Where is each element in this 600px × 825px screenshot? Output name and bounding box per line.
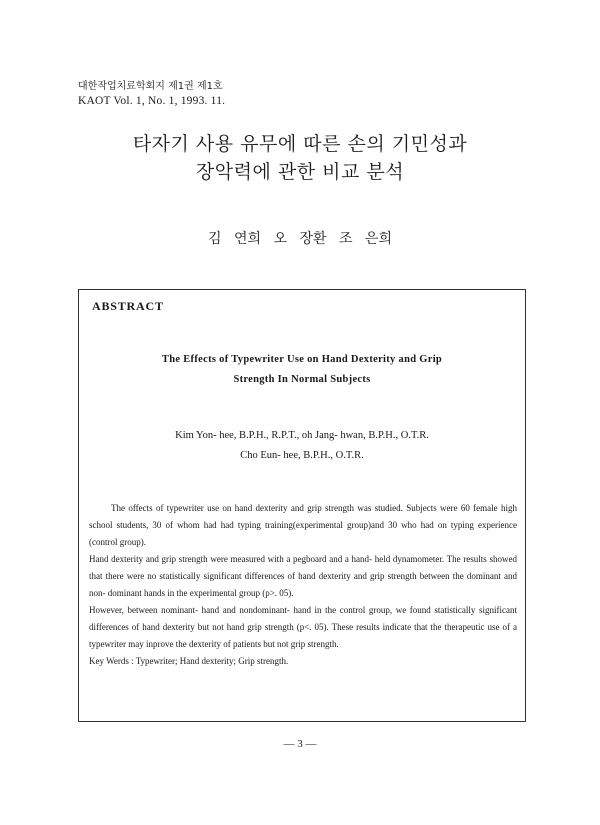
page-number: — 3 — <box>283 738 317 750</box>
journal-name-korean: 대한작업치료학회지 제1권 제1호 <box>78 81 223 92</box>
abstract-paragraph: However, between nominant- hand and nondominant- hand in the control group, we found statistically significant differences of hand dexterity but not hand grip strength (p<. 05). These results indicate that the therapeutic use of a typewriter may inprove the dexterity of patients but not grip strength. <box>89 605 517 649</box>
english-authors <box>79 426 525 466</box>
journal-header <box>78 80 225 108</box>
journal-citation: KAOT Vol. 1, No. 1, 1993. 11. <box>78 95 226 107</box>
abstract-body <box>89 500 517 670</box>
authors-korean: 김 연희 오 장환 조 은희 <box>208 231 392 247</box>
english-title-line-1: The Effects of Typewriter Use on Hand Dexterity and Grip <box>161 354 443 365</box>
english-title-line-2: Strength In Normal Subjects <box>233 374 371 385</box>
keywords: Key Werds : Typewriter; Hand dexterity; Grip strength. <box>89 656 289 666</box>
abstract-paragraph: Hand dexterity and grip strength were measured with a pegboard and a hand- held dynamometer. The results showed that there were no statistically significant differences of hand dexterity and grip strength between the dominant and non- dominant hands in the experimental group (p>. 05). <box>89 554 517 598</box>
paper-title-line-1: 타자기 사용 유무에 따른 손의 기민성과 <box>132 133 468 155</box>
english-authors-line-1: Kim Yon- hee, B.P.H., R.P.T., oh Jang- hwan, B.P.H., O.T.R. <box>175 430 429 441</box>
abstract-heading: ABSTRACT <box>92 299 164 313</box>
abstract-paragraph: The offects of typewriter use on hand dexterity and grip strength was studied. Subjects were 60 female high school students, 30 of whom had had typing training(experimental group)and 30 who had on typing experience (control group). <box>89 503 517 547</box>
paper-title-line-2: 장악력에 관한 비교 분석 <box>195 161 405 183</box>
abstract-box <box>78 289 526 722</box>
english-authors-line-2: Cho Eun- hee, B.P.H., O.T.R. <box>240 450 364 461</box>
paper-title <box>0 130 600 186</box>
english-title <box>79 350 525 390</box>
